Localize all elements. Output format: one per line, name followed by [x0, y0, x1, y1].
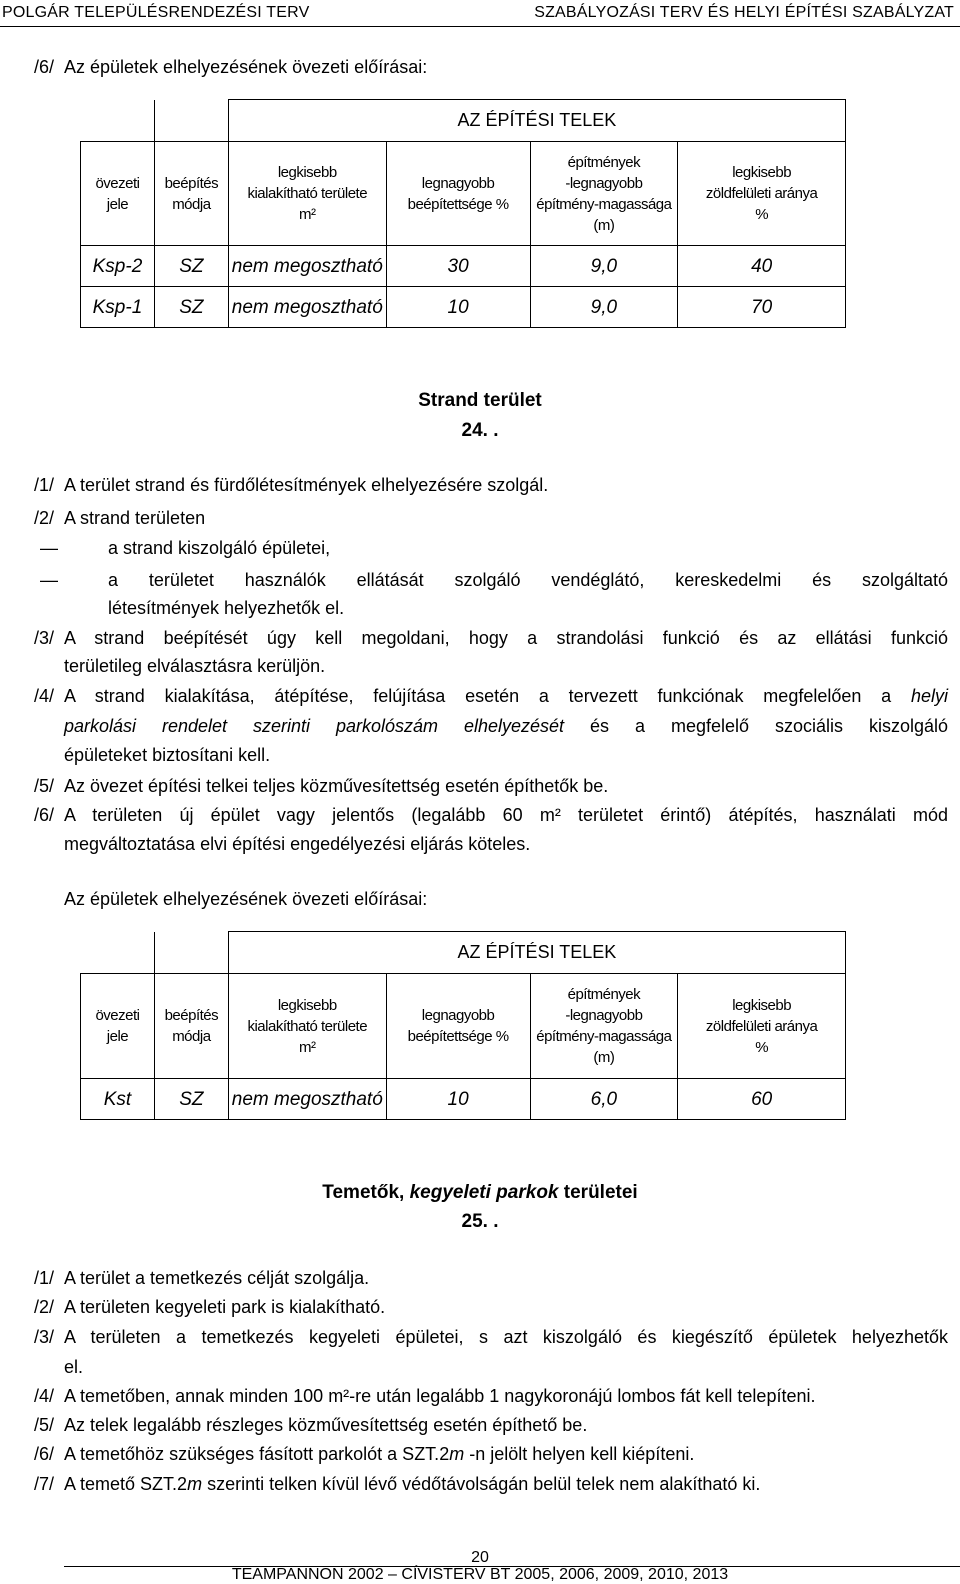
bullet-dash: — — [40, 538, 58, 558]
para-text-cont: el. — [64, 1357, 84, 1377]
para-number: /6/ — [34, 805, 55, 825]
table-caption: AZ ÉPÍTÉSI TELEK — [228, 932, 845, 974]
blank-cell — [81, 100, 155, 142]
para-number: /2/ — [34, 508, 55, 528]
table-row — [81, 1079, 846, 1120]
header-right: SZABÁLYOZÁSI TERV ÉS HELYI ÉPÍTÉSI SZABÁLYZAT — [534, 4, 954, 21]
table-row — [81, 246, 846, 287]
section-title-cemetery: Temetők, kegyeleti parkok területei — [322, 1182, 638, 1203]
section-number-cemetery: 25. . — [461, 1211, 499, 1232]
zoning-table-kst — [80, 931, 846, 1120]
cell-zone: Ksp-1 — [81, 287, 155, 328]
para-text: Az telek legalább részleges közművesítettség esetén építhető be. — [64, 1415, 588, 1435]
footer-text: TEAMPANNON 2002 – CÍVISTERV BT 2005, 2006, 2009, 2010, 2013 — [231, 1566, 729, 1583]
para-number: /6/ — [34, 57, 55, 77]
para-number: /1/ — [34, 1268, 55, 1288]
para-text: A temetőhöz szükséges fásított parkolót a SZT.2m -n jelölt helyen kell kiépíteni. — [64, 1444, 695, 1464]
para-number: /3/ — [34, 1327, 55, 1347]
para-text-cont: megváltoztatása elvi építési engedélyezési eljárás köteles. — [64, 834, 531, 854]
header-divider — [0, 26, 960, 27]
table-row — [81, 287, 846, 328]
cell-zone: Kst — [81, 1079, 155, 1120]
col-header-max-height: építmények -legnagyobb építmény-magassága (m) — [530, 974, 678, 1079]
para-text: A strand kialakítása, átépítése, felújítása esetén a tervezett funkciónak megfelelően a helyi — [64, 686, 948, 706]
para-text: A temető SZT.2m szerinti telken kívül lévő védőtávolságán belül telek nem alakítható ki. — [64, 1474, 761, 1494]
para-number: /4/ — [34, 1386, 55, 1406]
para-text-cont: épületeket biztosítani kell. — [64, 745, 271, 765]
col-header-zone-code: övezeti jele — [81, 974, 155, 1079]
para-text: A területen új épület vagy jelentős (legalább 60 m² területet érintő) átépítés, használati mód — [64, 805, 948, 825]
col-header-build-mode: beépítés módja — [154, 974, 228, 1079]
blank-cell — [81, 932, 155, 974]
para-text: A terület strand és fürdőlétesítmények elhelyezésére szolgál. — [64, 475, 549, 495]
bullet-text-cont: létesítmények helyezhetők el. — [108, 598, 345, 618]
col-header-build-mode: beépítés módja — [154, 142, 228, 246]
cell-mode: SZ — [154, 287, 228, 328]
page-number: 20 — [471, 1549, 489, 1566]
para-text: A strand beépítését úgy kell megoldani, hogy a strandolási funkció és az ellátási funkció — [64, 628, 948, 648]
col-header-zone-code: övezeti jele — [81, 142, 155, 246]
para-text: A temetőben, annak minden 100 m²-re után legalább 1 nagykoronájú lombos fát kell telepíteni. — [64, 1386, 816, 1406]
section-number-strand: 24. . — [461, 420, 499, 441]
para-number: /4/ — [34, 686, 55, 706]
para-text-cont: területileg elválasztásra kerüljön. — [64, 656, 326, 676]
col-header-max-height: építmények -legnagyobb építmény-magassága (m) — [530, 142, 678, 246]
section-title-strand: Strand terület — [418, 390, 542, 411]
bullet-text: a területet használók ellátását szolgáló vendéglátó, kereskedelmi és szolgáltató — [108, 570, 948, 590]
para-number: /2/ — [34, 1297, 55, 1317]
cell-zone: Ksp-2 — [81, 246, 155, 287]
para-number: /5/ — [34, 776, 55, 796]
zoning-table-ksp — [80, 99, 846, 328]
para-number: /7/ — [34, 1474, 55, 1494]
cell-green: 40 — [678, 246, 846, 287]
para-text: A strand területen — [64, 508, 206, 528]
col-header-min-area: legkisebb kialakítható területe m² — [228, 142, 386, 246]
blank-cell — [154, 100, 228, 142]
para-number: /6/ — [34, 1444, 55, 1464]
cell-area: nem megosztható — [228, 287, 386, 328]
col-header-max-coverage: legnagyobb beépítettsége % — [386, 142, 530, 246]
cell-coverage: 10 — [386, 287, 530, 328]
bullet-dash: — — [40, 570, 58, 590]
cell-height: 9,0 — [530, 246, 678, 287]
para-text: Az övezet építési telkei teljes közművesítettség esetén építhetők be. — [64, 776, 609, 796]
cell-area: nem megosztható — [228, 1079, 386, 1120]
cell-area: nem megosztható — [228, 246, 386, 287]
cell-coverage: 30 — [386, 246, 530, 287]
cell-green: 60 — [678, 1079, 846, 1120]
header-left: POLGÁR TELEPÜLÉSRENDEZÉSI TERV — [2, 4, 310, 21]
cell-height: 9,0 — [530, 287, 678, 328]
para-number: /1/ — [34, 475, 55, 495]
cell-height: 6,0 — [530, 1079, 678, 1120]
cell-green: 70 — [678, 287, 846, 328]
cell-mode: SZ — [154, 246, 228, 287]
section-text: Az épületek elhelyezésének övezeti előírásai: — [64, 889, 428, 909]
bullet-text: a strand kiszolgáló épületei, — [108, 538, 331, 558]
cell-mode: SZ — [154, 1079, 228, 1120]
col-header-min-green: legkisebb zöldfelületi aránya % — [678, 142, 846, 246]
section-text: Az épületek elhelyezésének övezeti előírásai: — [64, 57, 428, 77]
col-header-min-area: legkisebb kialakítható területe m² — [228, 974, 386, 1079]
col-header-max-coverage: legnagyobb beépítettsége % — [386, 974, 530, 1079]
table-caption: AZ ÉPÍTÉSI TELEK — [228, 100, 845, 142]
para-text-cont: parkolási rendelet szerinti parkolószám elhelyezését és a megfelelő szociális kiszolgáló — [64, 716, 948, 736]
blank-cell — [154, 932, 228, 974]
para-number: /5/ — [34, 1415, 55, 1435]
para-number: /3/ — [34, 628, 55, 648]
col-header-min-green: legkisebb zöldfelületi aránya % — [678, 974, 846, 1079]
para-text: A területen kegyeleti park is kialakítható. — [64, 1297, 386, 1317]
para-text: A területen a temetkezés kegyeleti épületei, s azt kiszolgáló és kiegészítő épületek helyezhetők — [64, 1327, 948, 1347]
para-text: A terület a temetkezés célját szolgálja. — [64, 1268, 370, 1288]
cell-coverage: 10 — [386, 1079, 530, 1120]
